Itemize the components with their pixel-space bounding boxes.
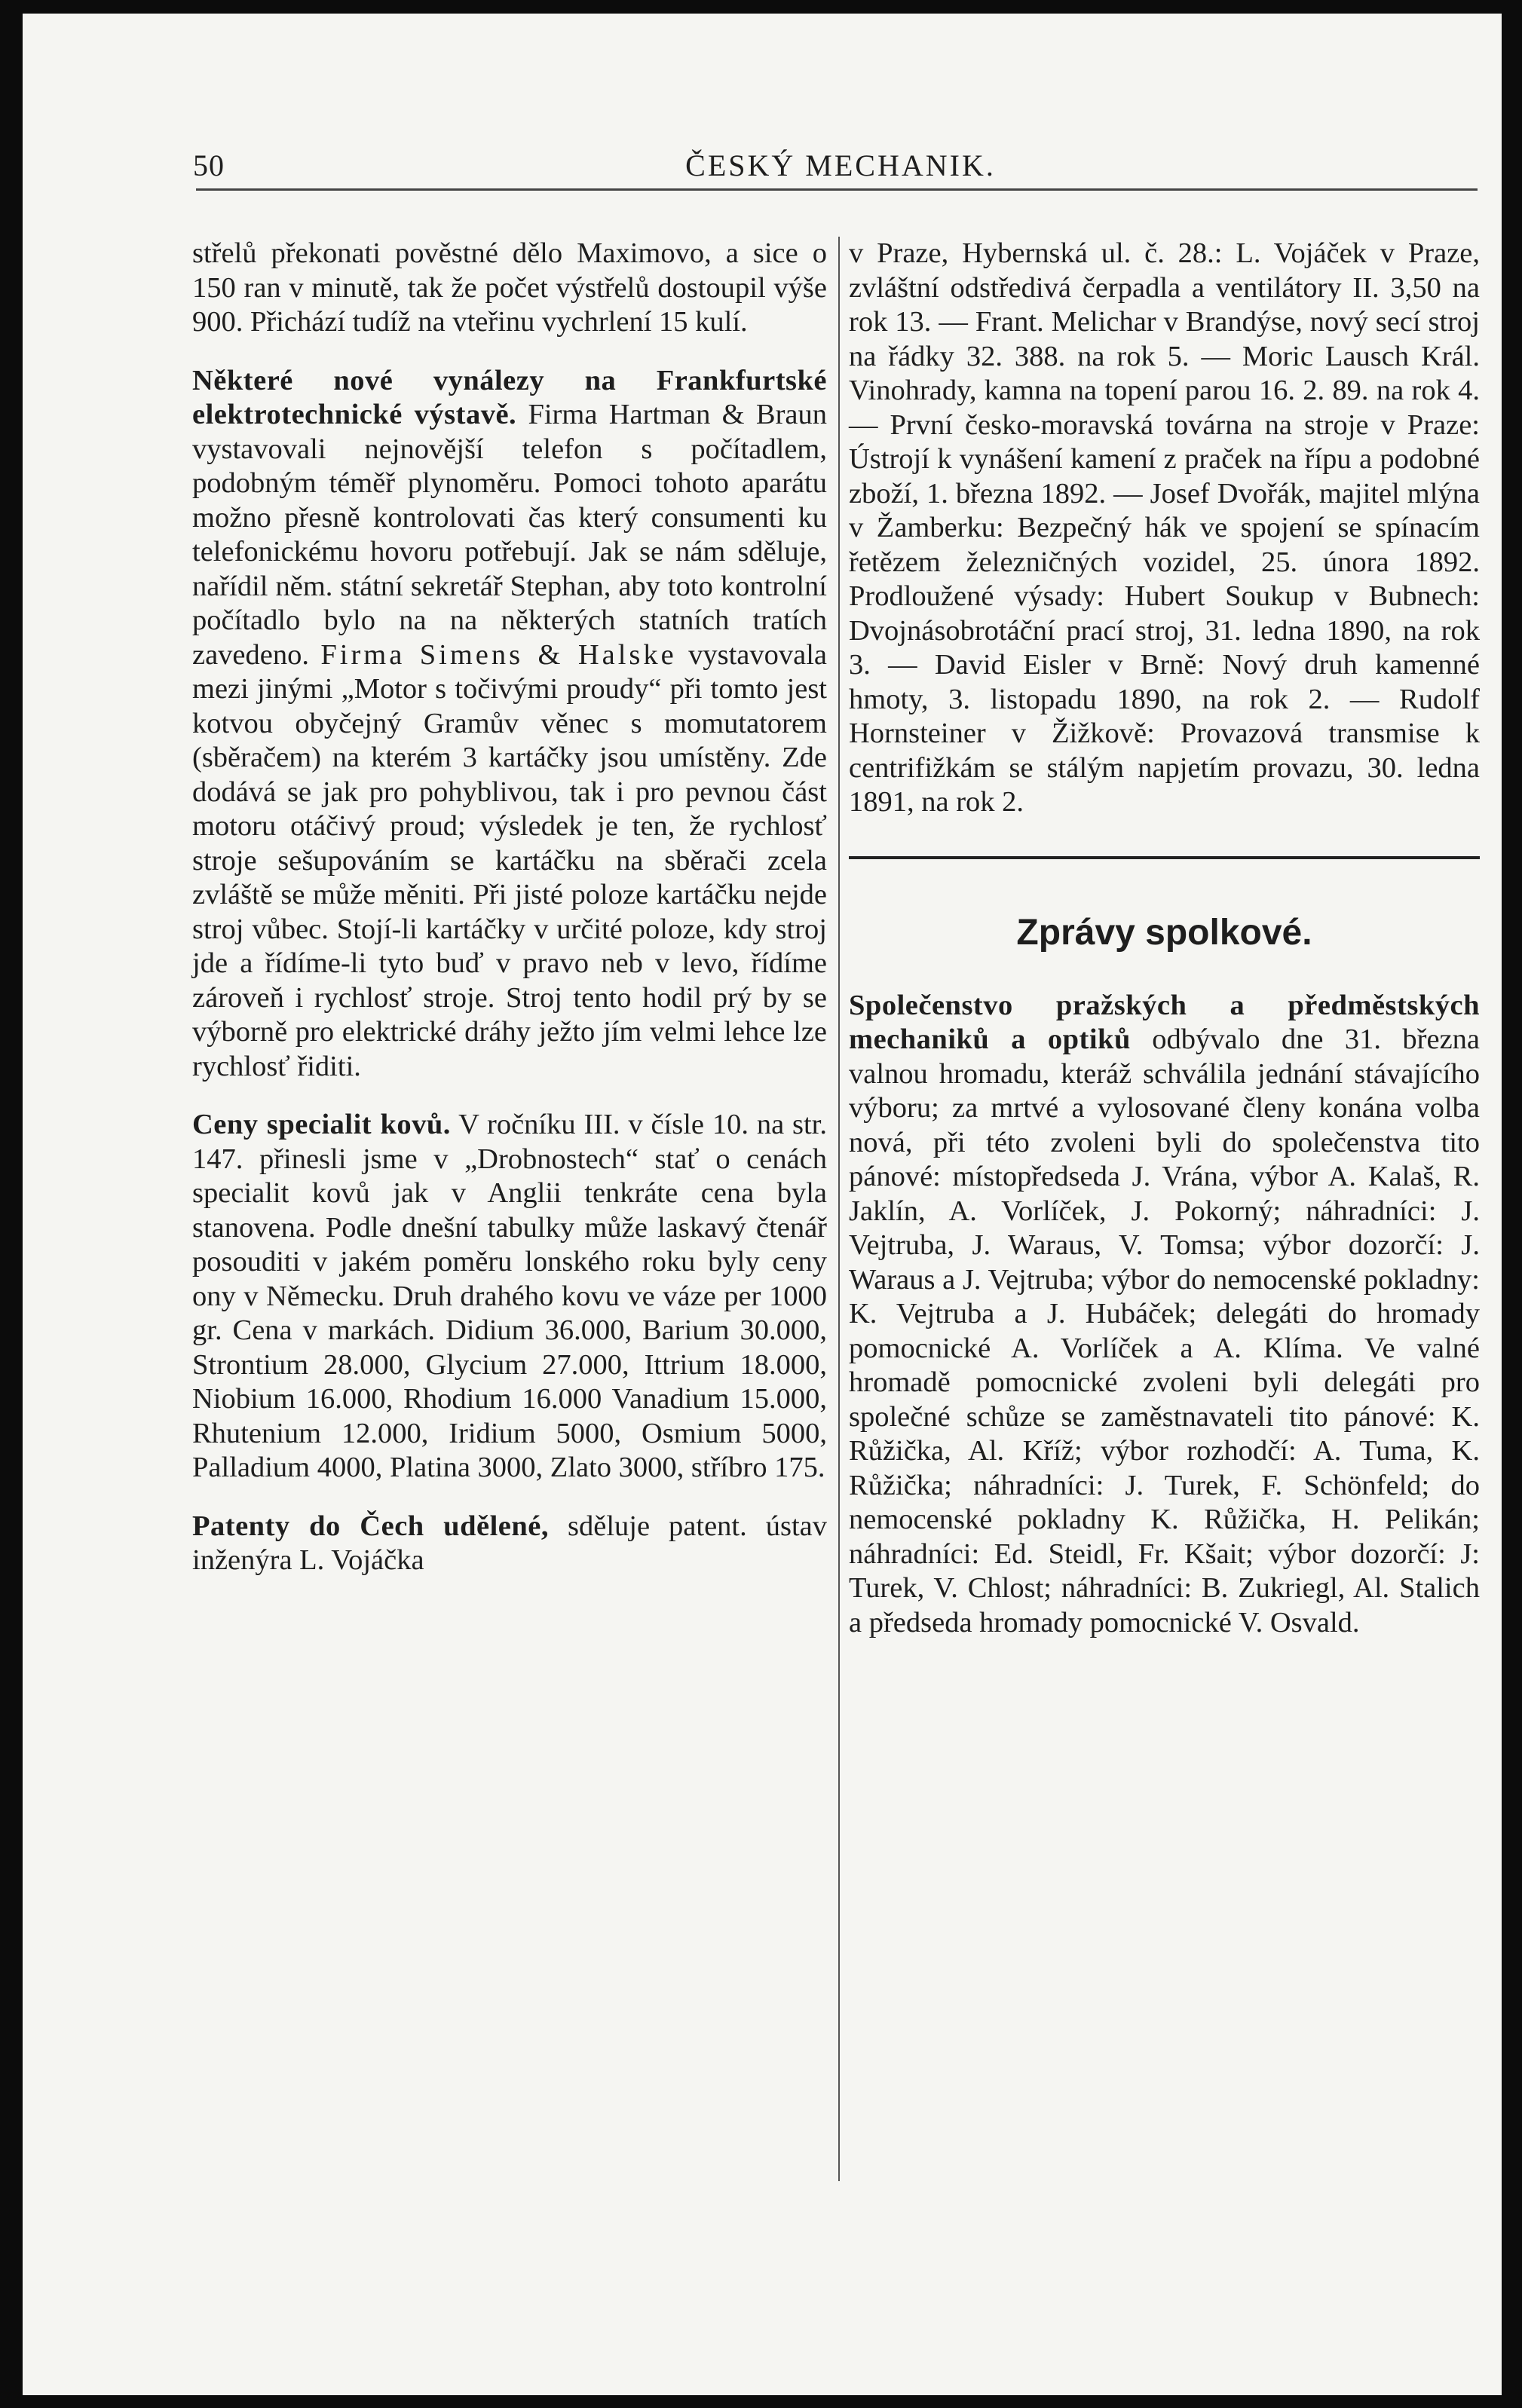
left-paragraph-3-text: V ročníku III. v čísle 10. na str. 147. přinesli jsme v „Drobnostech“ stať o cenách specialit kovů jak v Anglii tenkráte cena byla stanovena. Podle dnešní tabulky může laskavý čtenář posouditi v jakém poměru lonského roku byly ceny ony v Německu. Druh drahého kovu ve váze per 1000 gr. Cena v markách. Didium 36.000, Barium 30.000, Strontium 28.000, Glycium 27.000, Ittrium 18.000, Niobium 16.000, Rhodium 16.000 Vanadium 15.000, Rhutenium 12.000, Iridium 5000, Osmium 5000, Palladium 4000, Platina 3000, Zlato 3000, stříbro 175. (192, 1109, 828, 1483)
left-paragraph-3 (192, 1108, 827, 1485)
left-paragraph-1: střelů překonati pověstné dělo Maximovo, a sice o 150 ran v minutě, tak že počet výstřelů dostoupil výše 900. Přichází tudíž na vteřinu vychrlení 15 kulí. (192, 237, 827, 338)
running-title: ČESKÝ MECHANIK. (685, 148, 996, 182)
section-rule (849, 856, 1480, 859)
page-header (193, 140, 1488, 185)
left-paragraph-2 (192, 364, 827, 1085)
right-paragraph-2-text: odbývalo dne 31. března valnou hromadu, kteráž schválila jednání stávajícího výboru; za mrtvé a vylosované členy konána volba nová, při této zvoleni byli do společenstva tito pánové: místopředseda J. Vrána, výbor A. Kalaš, R. Jaklín, A. Vorlíček, J. Pokorný; náhradníci: J. Vejtruba, J. Waraus, V. Tomsa; výbor dozorčí: J. Waraus a J. Vejtruba; výbor do nemocenské pokladny: K. Vejtruba a J. Hubáček; delegáti do hromady pomocnické A. Vorlíček a A. Klíma. Ve valné hromadě pomocnické zvoleni byli delegáti pro společné schůze se zaměstnavateli tito pánové: K. Růžička, Al. Kříž; výbor rozhodčí: A. Tuma, K. Růžička; náhradníci: J. Turek, F. Schönfeld; do nemocenské pokladny K. Růžička, H. Pelikán; náhradníci: Ed. Steidl, Fr. Kšait; výbor dozorčí: J: Turek, V. Chlost; náhradníci: B. Zukriegl, Al. Stalich a předseda hromady pomocnické V. Osvald. (849, 1023, 1480, 1638)
left-paragraph-2-text-b: vystavovala mezi jinými „Motor s točivými proudy“ při tomto jest kotvou obyčejný Gramův věnec s momutatorem (sběračem) na kterém 3 kartáčky jsou umístěny. Zde dodává se jak pro pohyblivou, tak i pro pevnou část motoru otáčivý proud; výsledek je ten, že rychlosť stroje sešupováním se kartáčku na sběrači zcela zvláště se může měniti. Při jisté poloze kartáčku nejde stroj vůbec. Stojí-li kartáčky v určité poloze, kdy stroj jde a řídíme-li tyto buď v pravo neb v levo, řídíme zároveň i rychlosť stroje. Stroj tento hodil prý by se výborně pro elektrické dráhy ježto jím velmi lehce lze rychlosť řiditi. (192, 638, 828, 1082)
metal-prices-heading: Ceny specialit kovů. (192, 1109, 451, 1140)
guild-heading: Společenstvo pražských a předměstských mechaniků a optiků (849, 989, 1480, 1055)
left-paragraph-4-text: sděluje patent. ústav inženýra L. Vojáčka (192, 1510, 827, 1576)
left-paragraph-2-text-a: Firma Hartman & Braun vystavovali nejnovější telefon s počítadlem, podobným téměř plynoměru. Pomoci tohoto aparátu možno přesně kontrolovati čas který consumenti ku telefonickému hovoru potřebují. Jak se nám sděluje, nařídil něm. státní sekretář Stephan, aby toto kontrolní počítadlo bylo na na některých statních tratích zavedeno. (192, 399, 827, 671)
frankfurt-exhibition-heading: Některé nové vynálezy na Frankfurtské elektrotechnické výstavě. (192, 364, 827, 430)
section-title: Zprávy spolkové. (1016, 912, 1312, 953)
page-number: 50 (193, 148, 225, 182)
document-page (23, 14, 1502, 2395)
right-column (849, 237, 1480, 1640)
right-paragraph-1: v Praze, Hybernská ul. č. 28.: L. Vojáček v Praze, zvláštní odstředivá čerpadla a ventilátory II. 3,50 na rok 13. — Frant. Melichar v Brandýse, nový secí stroj na řádky 32. 388. na rok 5. — Moric Lausch Král. Vinohrady, kamna na topení parou 16. 2. 89. na rok 4. — První česko-moravská továrna na stroje v Praze: Ústrojí k vynášení kamení z praček na řípu a podobné zboží, 1. března 1892. — Josef Dvořák, majitel mlýna v Žamberku: Bezpečný hák ve spojení se spínacím řetězem železničných vozidel, 25. února 1892. Prodloužené výsady: Hubert Soukup v Bubnech: Dvojnásobrotáční prací stroj, 31. ledna 1890, na rok 3. — David Eisler v Brně: Nový druh kamenné hmoty, 3. listopadu 1890, na rok 2. — Rudolf Hornsteiner v Žižkově: Provazová transmise k centrifižkám se stálým napjetím provazu, 30. ledna 1891, na rok 2. (849, 237, 1480, 818)
left-paragraph-4 (192, 1510, 827, 1578)
firm-name-spaced: Firma Simens & Halske (320, 638, 677, 671)
column-divider (838, 237, 840, 2181)
patents-heading: Patenty do Čech udělené, (192, 1510, 550, 1542)
right-paragraph-2 (849, 989, 1480, 1641)
left-column (192, 237, 827, 1578)
header-rule (196, 188, 1478, 191)
